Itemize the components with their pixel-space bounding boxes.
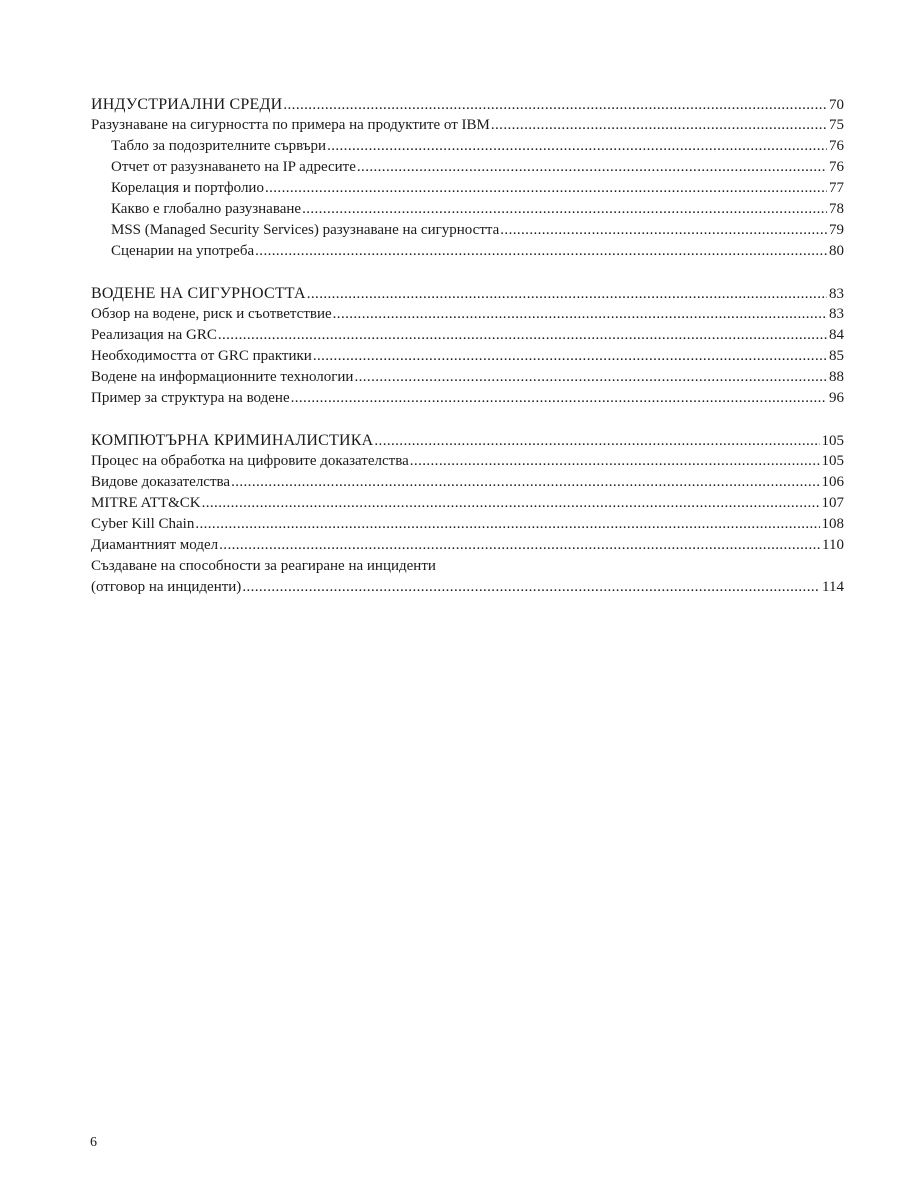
toc-leader-dots [374, 431, 819, 452]
toc-page-number: 78 [829, 201, 844, 217]
toc-entry[interactable] [91, 472, 844, 493]
toc-heading[interactable] [91, 430, 844, 451]
toc-page-number: 96 [829, 390, 844, 406]
toc-entry-title: Табло за подозрителните сървъри [111, 138, 327, 154]
toc-page-number: 105 [821, 453, 844, 469]
toc-section-industrial [91, 94, 844, 262]
toc-leader-dots [491, 115, 827, 136]
toc-page-number: 106 [821, 474, 844, 490]
toc-entry[interactable] [91, 325, 844, 346]
toc-heading[interactable] [91, 94, 844, 115]
toc-leader-dots [195, 514, 819, 535]
toc-entry-title: Сценарии на употреба [111, 243, 255, 259]
toc-subentry[interactable] [91, 241, 844, 262]
toc-page-number: 107 [821, 495, 844, 511]
toc-leader-dots [291, 388, 827, 409]
toc-entry[interactable] [91, 451, 844, 472]
toc-entry-title: Реализация на GRC [91, 327, 217, 343]
toc-page-number: 75 [829, 117, 844, 133]
toc-page-number: 110 [822, 537, 844, 553]
toc-page-number: 70 [829, 97, 844, 113]
toc-leader-dots [410, 451, 820, 472]
toc-entry-title: Пример за структура на водене [91, 390, 290, 406]
toc-heading-title: КОМПЮТЪРНА КРИМИНАЛИСТИКА [91, 432, 374, 449]
toc-page-number: 76 [829, 138, 844, 154]
toc-page-number: 77 [829, 180, 844, 196]
toc-entry-title: Какво е глобално разузнаване [111, 201, 302, 217]
toc-subentry[interactable] [91, 220, 844, 241]
toc-entry[interactable] [91, 514, 844, 535]
toc-entry-title: Корелация и портфолио [111, 180, 264, 196]
toc-leader-dots [218, 325, 827, 346]
toc-page-number: 83 [829, 306, 844, 322]
toc-entry-title: Разузнаване на сигурността по примера на продуктите от IBM [91, 117, 490, 133]
toc-heading-title: ИНДУСТРИАЛНИ СРЕДИ [91, 96, 283, 113]
toc-entry-title: Отчет от разузнаването на IP адресите [111, 159, 356, 175]
toc-leader-dots [302, 199, 827, 220]
toc-page-number: 105 [821, 433, 844, 449]
toc-leader-dots [202, 493, 820, 514]
toc-leader-dots [231, 472, 819, 493]
toc-page-number: 80 [829, 243, 844, 259]
toc-entry[interactable] [91, 367, 844, 388]
toc-section-governance [91, 283, 844, 409]
toc-leader-dots [357, 157, 827, 178]
toc-leader-dots [313, 346, 827, 367]
toc-entry-title: Диамантният модел [91, 537, 219, 553]
toc-leader-dots [219, 535, 820, 556]
table-of-contents [91, 94, 844, 619]
toc-entry[interactable] [91, 346, 844, 367]
toc-section-forensics [91, 430, 844, 598]
toc-leader-dots [242, 577, 820, 598]
toc-subentry[interactable] [91, 157, 844, 178]
toc-entry-title: Необходимостта от GRC практики [91, 348, 312, 364]
toc-entry-title: MSS (Managed Security Services) разузнаване на сигурността [111, 222, 500, 238]
toc-heading-title: ВОДЕНЕ НА СИГУРНОСТТА [91, 285, 306, 302]
toc-subentry[interactable] [91, 136, 844, 157]
toc-page-number: 76 [829, 159, 844, 175]
toc-leader-dots [283, 95, 827, 116]
toc-heading[interactable] [91, 283, 844, 304]
toc-leader-dots [333, 304, 827, 325]
toc-entry[interactable] [91, 304, 844, 325]
toc-entry[interactable] [91, 556, 844, 577]
toc-entry[interactable] [91, 115, 844, 136]
toc-entry-continuation[interactable] [91, 577, 844, 598]
toc-entry-title: Създаване на способности за реагиране на инциденти [91, 558, 436, 574]
toc-page-number: 85 [829, 348, 844, 364]
toc-leader-dots [354, 367, 827, 388]
toc-page-number: 83 [829, 286, 844, 302]
toc-entry[interactable] [91, 535, 844, 556]
toc-page-number: 84 [829, 327, 844, 343]
toc-entry-title: Cyber Kill Chain [91, 516, 195, 532]
toc-entry-title: MITRE ATT&CK [91, 495, 201, 511]
toc-leader-dots [500, 220, 827, 241]
toc-page-number: 114 [822, 579, 844, 595]
toc-page-number: 108 [821, 516, 844, 532]
toc-subentry[interactable] [91, 199, 844, 220]
toc-entry-title: Процес на обработка на цифровите доказателства [91, 453, 409, 469]
toc-entry[interactable] [91, 388, 844, 409]
toc-entry-title: Видове доказателства [91, 474, 231, 490]
toc-entry-title: Обзор на водене, риск и съответствие [91, 306, 332, 322]
toc-page-number: 88 [829, 369, 844, 385]
footer-page-number: 6 [90, 1135, 97, 1150]
toc-leader-dots [265, 178, 827, 199]
toc-entry-title: (отговор на инциденти) [91, 579, 242, 595]
toc-leader-dots [327, 136, 827, 157]
toc-entry-title: Водене на информационните технологии [91, 369, 354, 385]
toc-leader-dots [255, 241, 827, 262]
toc-entry[interactable] [91, 493, 844, 514]
toc-leader-dots [307, 284, 827, 305]
toc-subentry[interactable] [91, 178, 844, 199]
toc-page-number: 79 [829, 222, 844, 238]
